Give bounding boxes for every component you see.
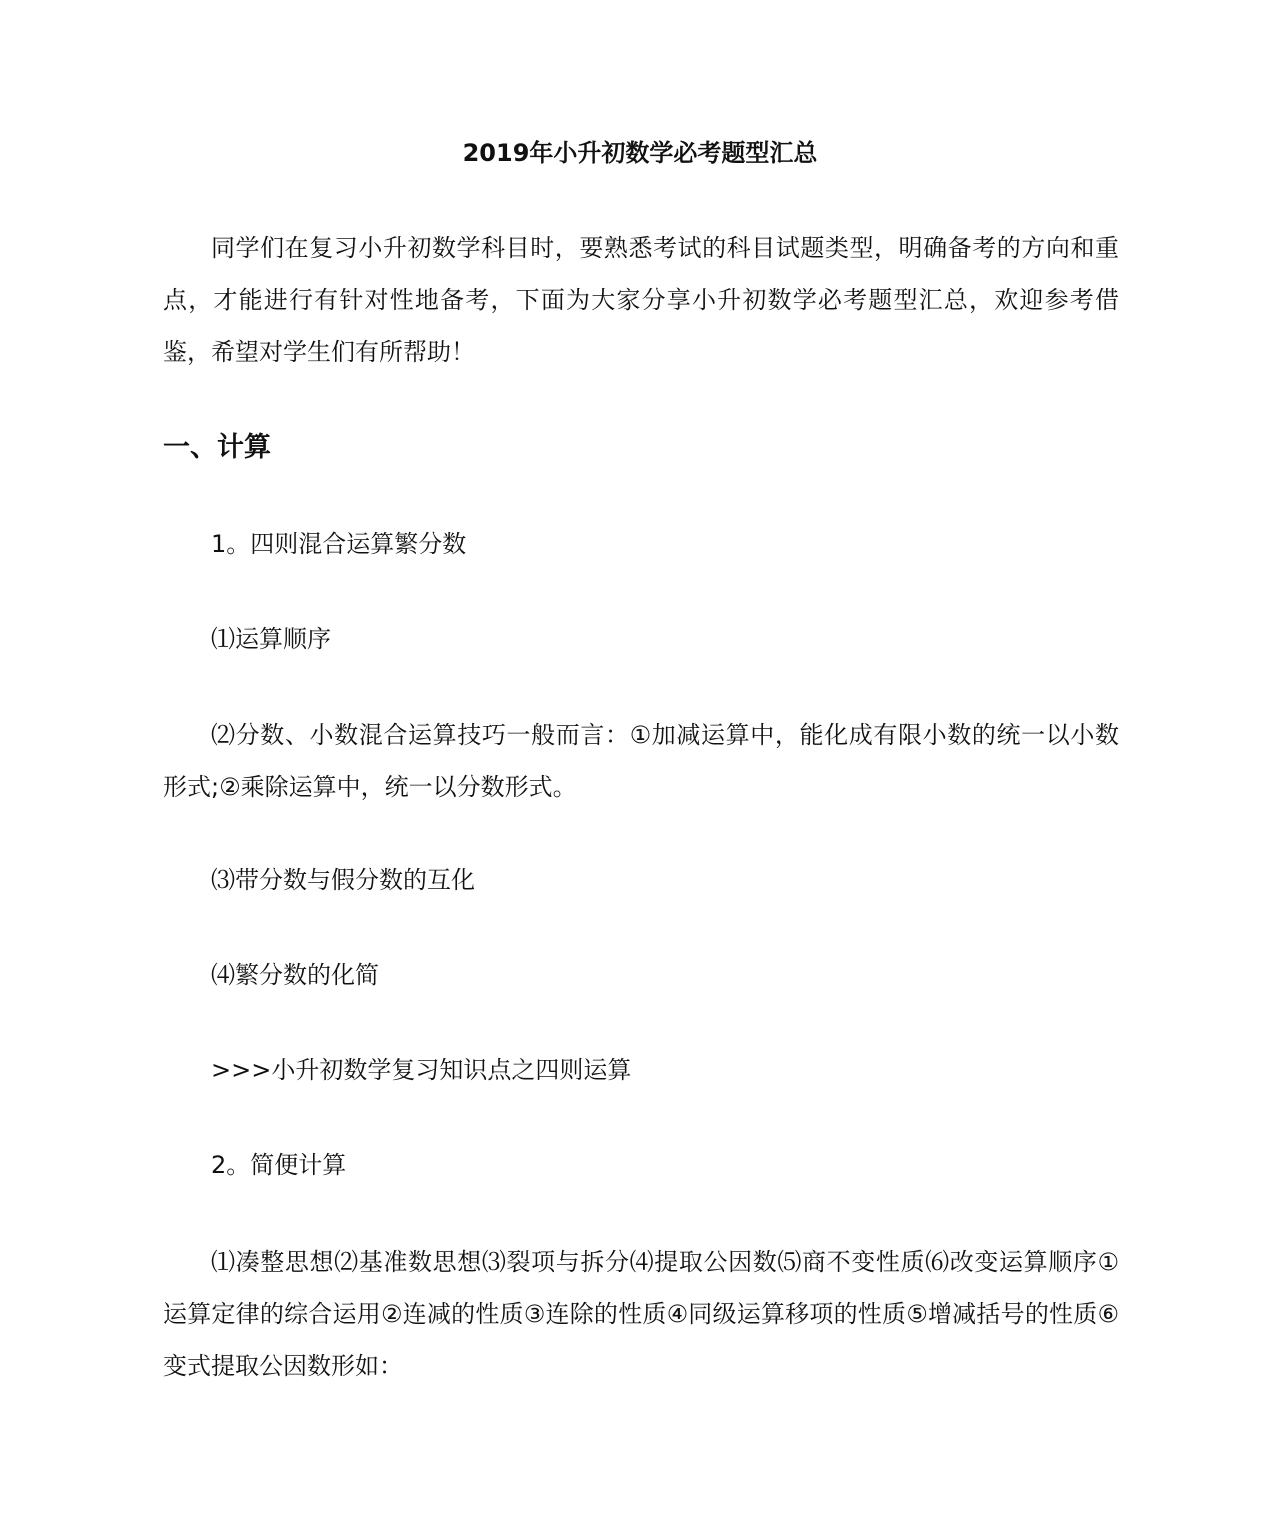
sub-item-complex-fraction-simplify: ⑷繁分数的化简 [211, 961, 379, 989]
sub-item-operation-order: ⑴运算顺序 [211, 625, 331, 653]
sub-item-shortcut-methods: ⑴凑整思想⑵基准数思想⑶裂项与拆分⑷提取公因数⑸商不变性质⑹改变运算顺序①运算定律的综合运用②连减的性质③连除的性质④同级运算移项的性质⑤增减括号的性质⑥变式提取公因数形如： [163, 1248, 1119, 1380]
intro-paragraph: 同学们在复习小升初数学科目时，要熟悉考试的科目试题类型，明确备考的方向和重点，才能进行有针对性地备考，下面为大家分享小升初数学必考题型汇总，欢迎参考借鉴，希望对学生们有所帮助！ [163, 234, 1119, 366]
item-2-heading: 2。简便计算 [211, 1151, 347, 1179]
related-article-link[interactable]: >>>小升初数学复习知识点之四则运算 [211, 1056, 632, 1084]
item-1-heading: 1。四则混合运算繁分数 [211, 530, 467, 558]
section-heading: 一、计算 [163, 432, 271, 463]
sub-item-fraction-decimal-mixed: ⑵分数、小数混合运算技巧一般而言：①加减运算中，能化成有限小数的统一以小数形式;②乘除运算中，统一以分数形式。 [163, 721, 1119, 801]
document-title: 2019年小升初数学必考题型汇总 [462, 139, 818, 167]
sub-item-mixed-improper-fractions: ⑶带分数与假分数的互化 [211, 866, 475, 894]
